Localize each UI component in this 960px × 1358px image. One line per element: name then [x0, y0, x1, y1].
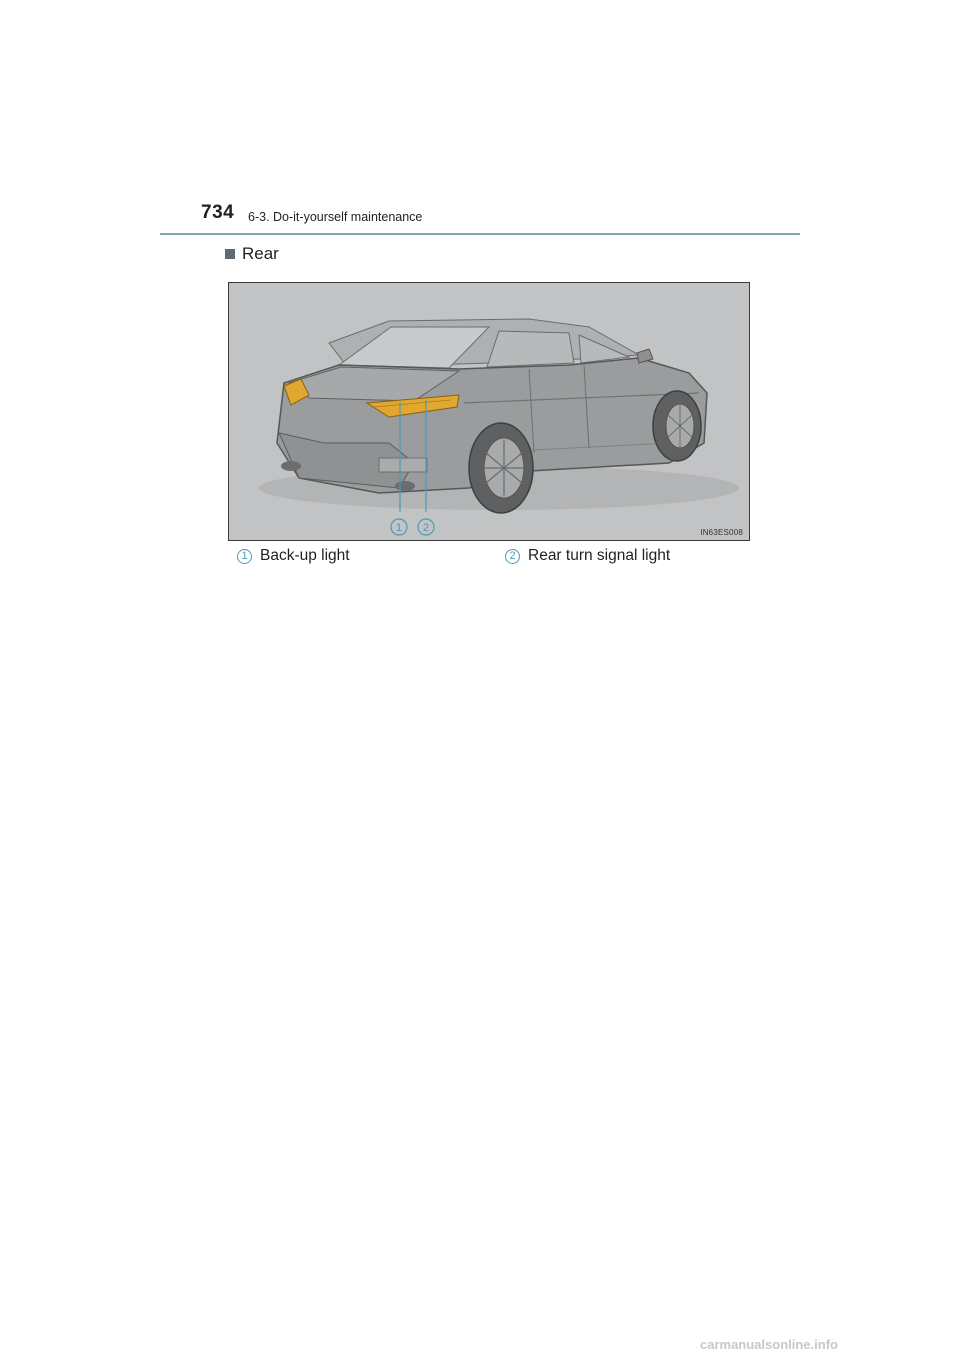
figure-code: IN63ES008 [700, 528, 743, 537]
section-heading [225, 244, 279, 264]
page-number: 734 [201, 202, 235, 223]
number-circle-icon: 2 [505, 549, 520, 564]
car-drawing [229, 283, 749, 540]
legend-label: Rear turn signal light [528, 547, 671, 564]
section-title: 6-3. Do-it-yourself maintenance [248, 210, 423, 224]
header-rule [160, 233, 800, 235]
callout-2-label: 2 [422, 522, 430, 534]
section-heading-text: Rear [242, 244, 279, 263]
legend-label: Back-up light [260, 547, 350, 564]
figure-legend [237, 547, 757, 571]
legend-item-back-up-light [237, 547, 350, 565]
rear-car-illustration [228, 282, 750, 541]
square-bullet-icon [225, 249, 235, 259]
callout-1-label: 1 [395, 522, 403, 534]
number-circle-icon: 1 [237, 549, 252, 564]
watermark: carmanualsonline.info [700, 1337, 838, 1352]
legend-item-rear-turn-signal-light [505, 547, 670, 565]
page-header [160, 200, 800, 232]
